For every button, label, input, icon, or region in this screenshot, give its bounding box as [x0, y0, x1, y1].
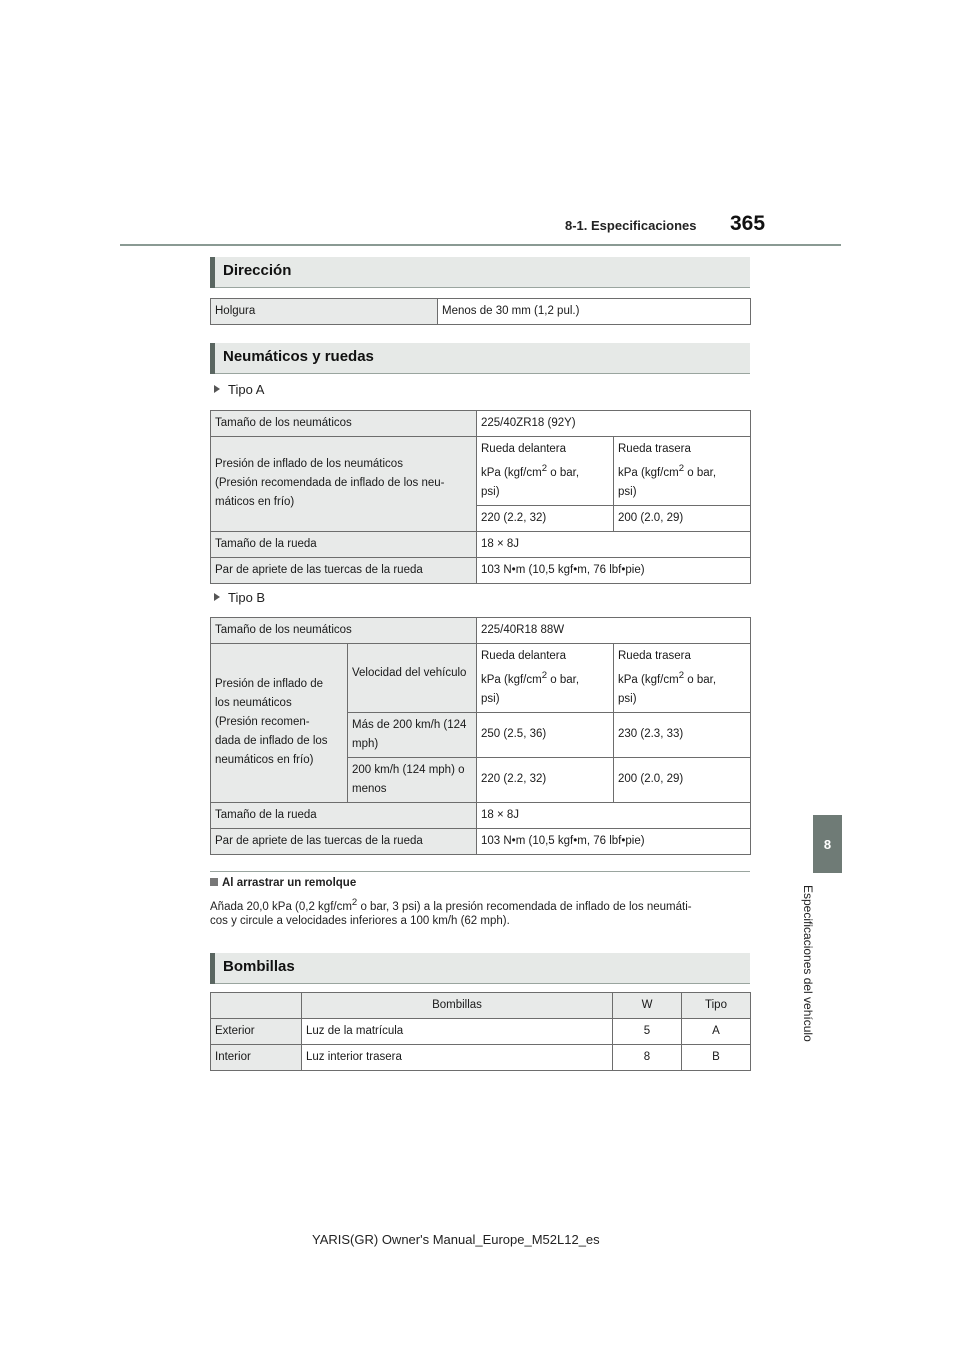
header-line: Rueda trasera — [618, 650, 691, 662]
heading-bar — [210, 953, 215, 984]
cell-value: 225/40R18 88W — [477, 618, 751, 644]
cell-header: Bombillas — [302, 993, 613, 1019]
note-body — [210, 896, 755, 928]
cell-header — [477, 437, 614, 506]
table-row — [211, 299, 751, 325]
header-divider — [120, 244, 841, 246]
page-number: 365 — [730, 212, 766, 235]
heading-text: Neumáticos y ruedas — [223, 348, 374, 365]
heading-text: Bombillas — [223, 958, 295, 975]
table-row — [211, 618, 751, 644]
label-line: 200 km/h (124 mph) o — [352, 763, 465, 776]
note-divider — [210, 871, 750, 872]
subheading-text: Tipo A — [228, 382, 265, 397]
cell-value: Luz interior trasera — [302, 1045, 613, 1071]
chapter-label — [795, 885, 815, 1065]
cell-value: 220 (2.2, 32) — [477, 505, 614, 531]
cell-value: 18 × 8J — [477, 531, 751, 557]
cell-label: Interior — [211, 1045, 302, 1071]
steering-table — [210, 298, 751, 325]
tires-table-tipo-b — [210, 617, 751, 855]
cell-label — [211, 644, 348, 803]
subheading-tipo-b — [214, 590, 265, 605]
table-row — [211, 828, 751, 854]
cell-value: 225/40ZR18 (92Y) — [477, 411, 751, 437]
cell-header: Velocidad del vehículo — [348, 644, 477, 713]
cell-value: A — [682, 1019, 751, 1045]
square-bullet-icon — [210, 878, 218, 886]
cell-value: Luz de la matrícula — [302, 1019, 613, 1045]
tires-table-tipo-a — [210, 410, 751, 584]
table-row — [211, 531, 751, 557]
cell-label: Tamaño de la rueda — [211, 802, 477, 828]
cell-label: Tamaño de los neumáticos — [211, 411, 477, 437]
cell-value: 200 (2.0, 29) — [614, 757, 751, 802]
cell-value: 200 (2.0, 29) — [614, 505, 751, 531]
cell-value: 8 — [613, 1045, 682, 1071]
label-line: Presión de inflado de los neumáticos — [215, 458, 403, 471]
label-line: dada de inflado de los — [215, 735, 328, 748]
triangle-bullet-icon — [214, 593, 220, 601]
cell-label — [348, 712, 477, 757]
cell-header: W — [613, 993, 682, 1019]
unit-line: kPa ($kgf/cm^2$ o bar, — [618, 670, 717, 686]
cell-label: Par de apriete de las tuercas de la rueda — [211, 557, 477, 583]
cell-label: Tamaño de los neumáticos — [211, 618, 477, 644]
unit-line: kPa ($kgf/cm^2$ o bar, — [481, 670, 580, 686]
header-line: Rueda trasera — [618, 443, 691, 455]
section-heading-neumaticos — [210, 343, 750, 374]
cell-header — [477, 644, 614, 713]
cell-header — [614, 437, 751, 506]
cell-header: Tipo — [682, 993, 751, 1019]
table-row — [211, 644, 751, 713]
cell-value: 220 (2.2, 32) — [477, 757, 614, 802]
triangle-bullet-icon — [214, 385, 220, 393]
chapter-label-text: Especificaciones del vehículo — [801, 885, 815, 1042]
cell-value: 230 (2.3, 33) — [614, 712, 751, 757]
cell-value: 5 — [613, 1019, 682, 1045]
bulbs-table — [210, 992, 751, 1071]
cell-label: Tamaño de la rueda — [211, 531, 477, 557]
heading-text: Dirección — [223, 262, 292, 279]
cell-label — [348, 757, 477, 802]
cell-value: B — [682, 1045, 751, 1071]
label-line: mph) — [352, 737, 379, 750]
label-line: Presión de inflado de — [215, 678, 324, 691]
section-title: 8-1. Especificaciones — [565, 218, 697, 233]
unit-line: kPa ($kgf/cm^2$ o bar, — [618, 463, 717, 479]
note-line: cos y circule a velocidades inferiores a 100 km/h (62 mph). — [210, 914, 510, 927]
cell-value: 103 N•m (10,5 kgf•m, 76 lbf•pie) — [477, 828, 751, 854]
unit-line: kPa ($kgf/cm^2$ o bar, — [481, 463, 580, 479]
cell-label: Holgura — [211, 299, 438, 325]
cell-value: 103 N•m (10,5 kgf•m, 76 lbf•pie) — [477, 557, 751, 583]
table-row — [211, 1045, 751, 1071]
unit-line: psi) — [481, 692, 500, 705]
table-row — [211, 437, 751, 506]
label-line: los neumáticos — [215, 697, 292, 710]
label-line: (Presión recomendada de inflado de los neu- — [215, 477, 445, 490]
table-header-row — [211, 993, 751, 1019]
section-heading-bombillas — [210, 953, 750, 984]
cell-header — [211, 993, 302, 1019]
cell-label — [211, 437, 477, 532]
table-row — [211, 411, 751, 437]
note-line: Añada 20,0 kPa (0,2 kgf/$cm^2$ o bar, 3 psi) a la presión recomendada de inflado de los neumáti- — [210, 897, 692, 913]
table-row — [211, 802, 751, 828]
note-title-text: Al arrastrar un remolque — [222, 877, 357, 889]
cell-header — [614, 644, 751, 713]
cell-value: 250 (2.5, 36) — [477, 712, 614, 757]
unit-line: psi) — [618, 485, 637, 498]
table-row — [211, 557, 751, 583]
subheading-tipo-a — [214, 382, 264, 397]
cell-label: Exterior — [211, 1019, 302, 1045]
unit-line: psi) — [618, 692, 637, 705]
footer-text: YARIS(GR) Owner's Manual_Europe_M52L12_es — [312, 1232, 600, 1247]
heading-bar — [210, 257, 215, 288]
table-row — [211, 1019, 751, 1045]
label-line: menos — [352, 782, 387, 795]
subheading-text: Tipo B — [228, 590, 266, 605]
note-title — [210, 877, 356, 889]
label-line: (Presión recomen- — [215, 716, 310, 729]
label-line: máticos en frío) — [215, 496, 295, 509]
unit-line: psi) — [481, 485, 500, 498]
chapter-tab[interactable]: 8 — [813, 815, 842, 873]
cell-label: Par de apriete de las tuercas de la rueda — [211, 828, 477, 854]
header-line: Rueda delantera — [481, 443, 567, 455]
label-line: Más de 200 km/h (124 — [352, 718, 467, 731]
header-line: Rueda delantera — [481, 650, 567, 662]
cell-value: Menos de 30 mm (1,2 pul.) — [438, 299, 751, 325]
heading-bar — [210, 343, 215, 374]
label-line: neumáticos en frío) — [215, 754, 314, 767]
section-heading-direccion — [210, 257, 750, 288]
cell-value: 18 × 8J — [477, 802, 751, 828]
